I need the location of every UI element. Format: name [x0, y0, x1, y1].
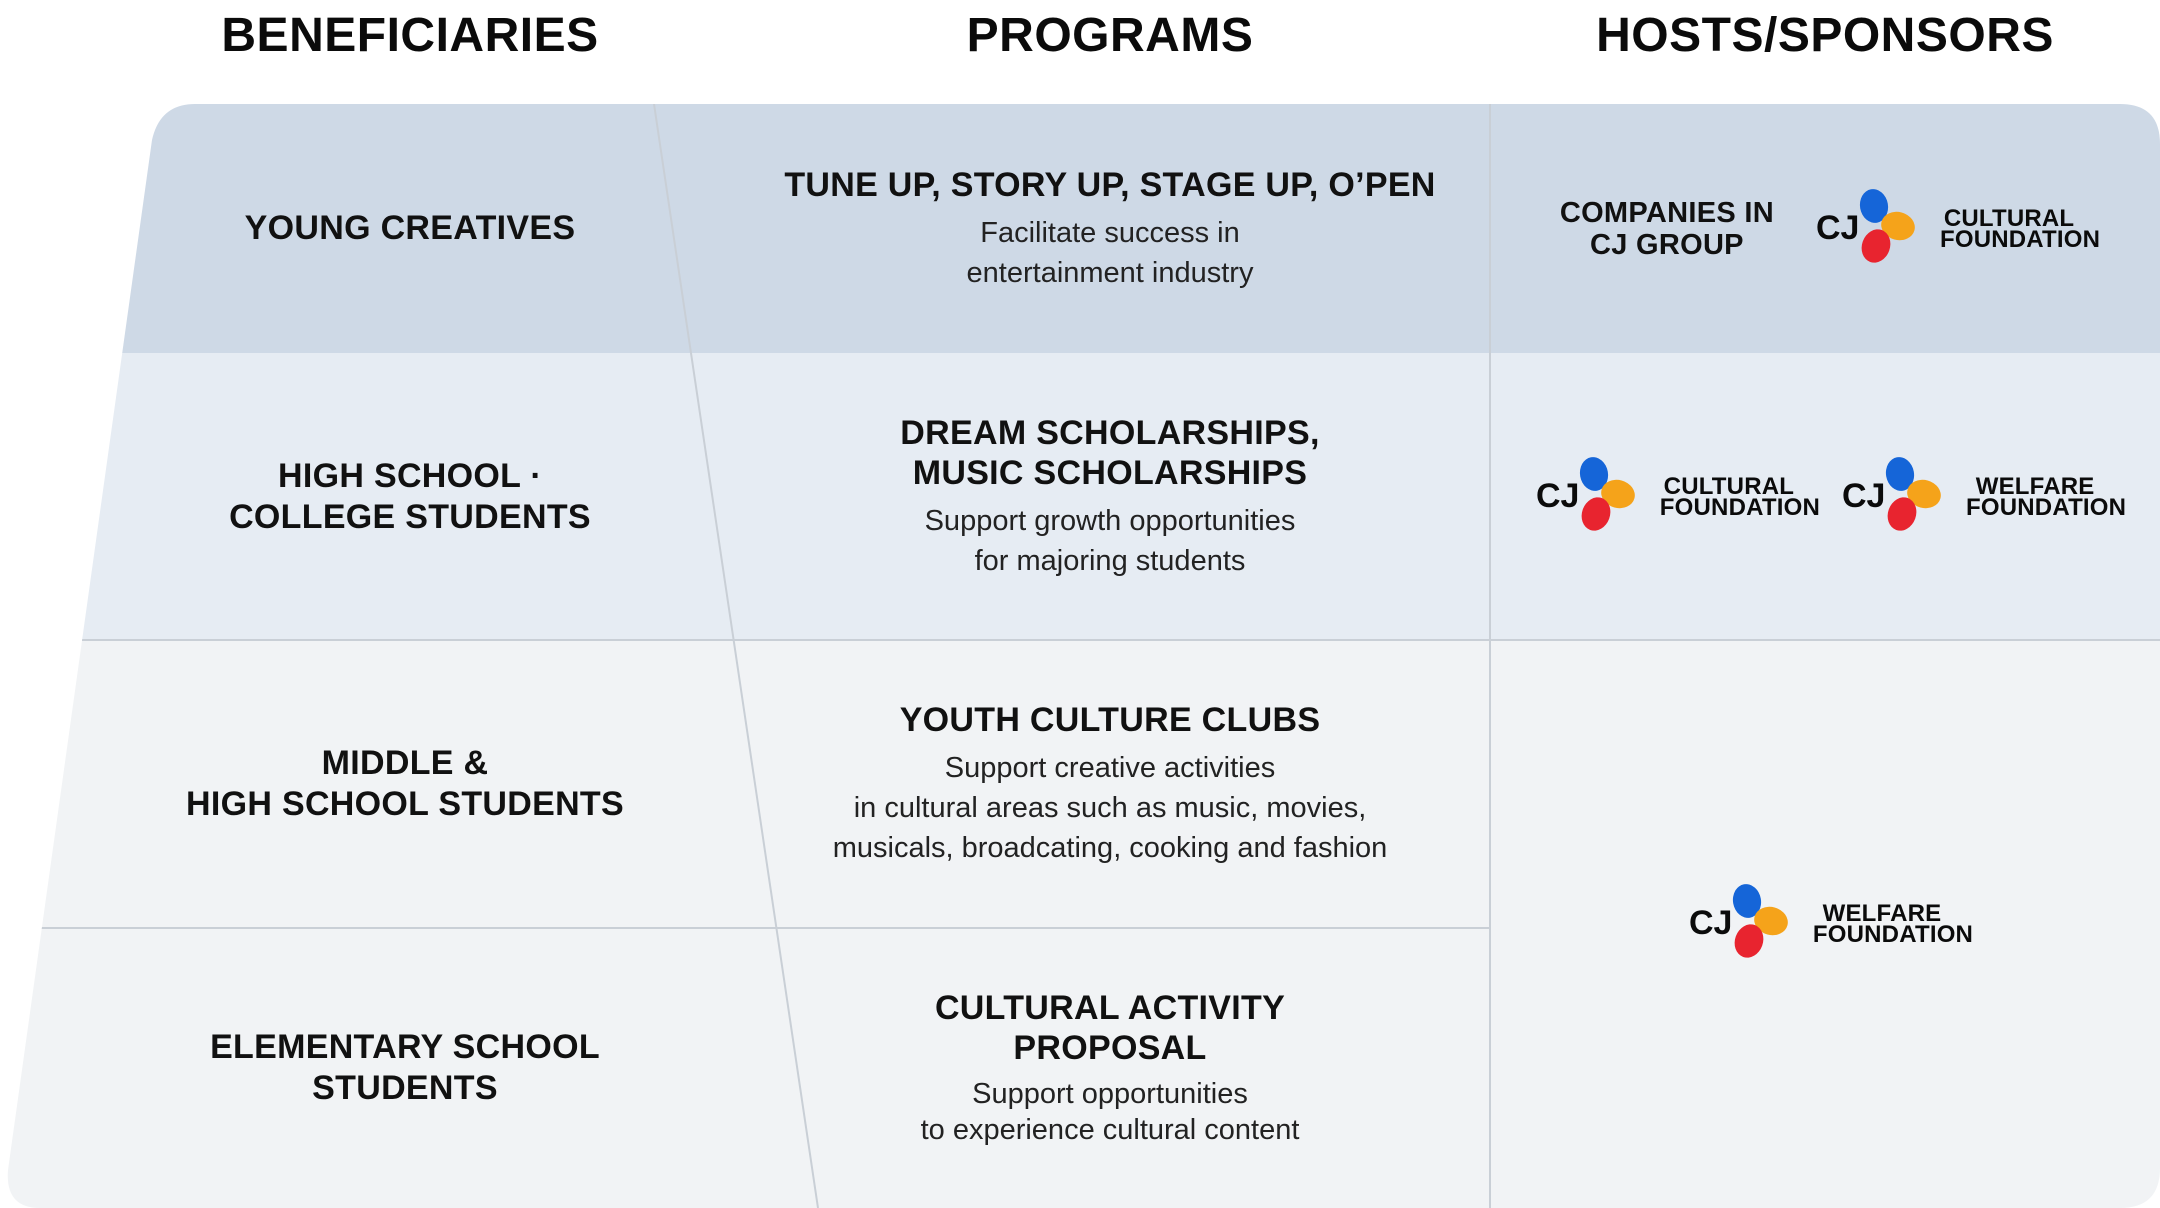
beneficiary-label-line: MIDDLE &	[321, 744, 489, 782]
beneficiary-label-line: ELEMENTARY SCHOOL	[210, 1028, 600, 1066]
program-title	[935, 988, 1285, 1068]
cj-cultural-foundation-logo	[1534, 452, 1820, 542]
logo-name-line1: CULTURAL	[1663, 472, 1795, 500]
program-title	[900, 413, 1319, 493]
logo-name-line2: FOUNDATION	[1812, 921, 1974, 948]
beneficiary-label	[186, 743, 624, 825]
beneficiary-label-line: HIGH SCHOOL ·	[278, 456, 542, 495]
cj-brand-text: CJ	[1815, 208, 1860, 247]
cj-logo-mark-icon	[1840, 452, 1952, 542]
logo-name	[1944, 472, 2127, 521]
programs-header: PROGRAMS	[966, 8, 1254, 62]
program-description	[833, 748, 1388, 868]
program-scholarships	[760, 353, 1460, 640]
program-description	[925, 501, 1296, 581]
cj-logo-mark-icon	[1534, 452, 1646, 542]
beneficiary-label-line: STUDENTS	[312, 1069, 498, 1107]
program-description-line: in cultural areas such as music, movies,	[853, 792, 1367, 824]
program-description-line: Support creative activities	[944, 752, 1276, 784]
beneficiary-label: YOUNG CREATIVES	[244, 209, 576, 247]
logo-name-line2: FOUNDATION	[1659, 493, 1820, 521]
beneficiary-high-school-college	[130, 353, 690, 640]
cj-logo-mark-icon	[1814, 184, 1926, 274]
cj-welfare-foundation-logo	[1687, 879, 1973, 969]
sponsors-row-1	[1500, 104, 2160, 353]
logo-name-line1: CULTURAL	[1943, 204, 2075, 232]
program-title: YOUTH CULTURE CLUBS	[899, 701, 1321, 739]
program-tune-up	[760, 104, 1460, 353]
sponsor-text-line: CJ GROUP	[1589, 228, 1744, 261]
program-title-line: CULTURAL ACTIVITY	[934, 989, 1286, 1027]
logo-name-line1: WELFARE	[1822, 900, 1942, 927]
program-cultural-activity-proposal	[760, 928, 1460, 1208]
program-description-line: entertainment industry	[966, 256, 1254, 289]
cj-welfare-foundation-logo	[1840, 452, 2126, 542]
program-title-line: PROPOSAL	[1013, 1029, 1207, 1067]
sponsor-text-line: COMPANIES IN	[1559, 196, 1774, 229]
program-title-line: MUSIC SCHOLARSHIPS	[912, 453, 1308, 492]
logo-name	[1638, 472, 1820, 521]
beneficiary-label-line: COLLEGE STUDENTS	[229, 497, 591, 536]
beneficiary-middle-high-school	[110, 640, 700, 928]
beneficiary-label	[229, 456, 591, 538]
sponsors-row-2	[1500, 353, 2160, 640]
cj-brand-text: CJ	[1688, 904, 1733, 942]
beneficiary-elementary	[110, 928, 700, 1208]
logo-name-line2: FOUNDATION	[1966, 493, 2127, 521]
program-title: TUNE UP, STORY UP, STAGE UP, O’PEN	[784, 165, 1436, 204]
logo-name-line1: WELFARE	[1975, 472, 2095, 500]
program-description	[967, 213, 1254, 293]
logo-name	[1918, 204, 2101, 253]
program-title-line: DREAM SCHOLARSHIPS,	[900, 413, 1320, 452]
beneficiaries-header: BENEFICIARIES	[221, 8, 599, 62]
program-description-line: for majoring students	[974, 544, 1246, 577]
sponsors-rows-3-4	[1500, 640, 2160, 1208]
program-description-line: Support opportunities	[972, 1078, 1248, 1110]
companies-in-cj-group	[1560, 197, 1774, 261]
cj-brand-text: CJ	[1535, 476, 1580, 515]
logo-name-line2: FOUNDATION	[1939, 225, 2101, 253]
cj-brand-text: CJ	[1842, 476, 1886, 515]
beneficiary-label	[210, 1027, 600, 1109]
program-description-line: Facilitate success in	[980, 216, 1240, 249]
program-description-line: musicals, broadcating, cooking and fashion	[832, 832, 1388, 864]
cj-cultural-foundation-logo	[1814, 184, 2100, 274]
beneficiary-young-creatives	[150, 104, 670, 353]
program-youth-culture-clubs	[760, 640, 1460, 928]
beneficiary-label-line: HIGH SCHOOL STUDENTS	[186, 785, 624, 823]
cj-logo-mark-icon	[1687, 879, 1799, 969]
program-description-line: Support growth opportunities	[924, 504, 1296, 537]
hosts-sponsors-header: HOSTS/SPONSORS	[1596, 8, 2054, 62]
program-description	[921, 1076, 1300, 1148]
program-description-line: to experience cultural content	[920, 1114, 1300, 1146]
logo-name	[1791, 900, 1974, 948]
